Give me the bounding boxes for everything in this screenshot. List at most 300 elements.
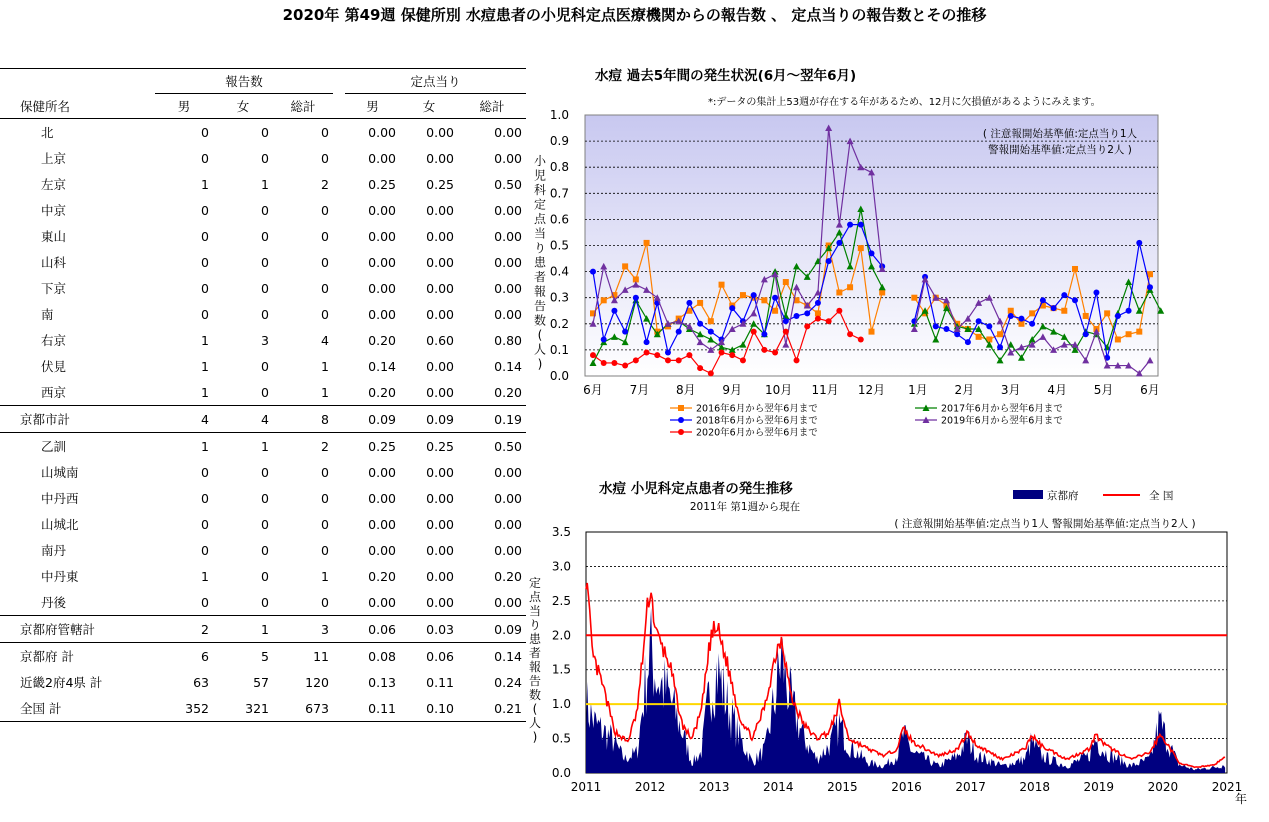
row-name: 南 xyxy=(41,307,54,322)
chart2-xtick-label: 2019 xyxy=(1083,780,1115,794)
header-col: 総計 xyxy=(273,94,333,119)
data-point xyxy=(633,357,639,363)
header-col: 総計 xyxy=(458,94,526,119)
cell-count: 0 xyxy=(261,306,269,322)
data-point xyxy=(1018,316,1024,322)
chart1-ytick-label: 0.9 xyxy=(549,134,569,149)
data-point xyxy=(697,321,703,327)
cell-gap xyxy=(333,301,345,327)
table-row xyxy=(0,171,526,197)
cell-rate: 0.00 xyxy=(426,358,454,374)
cell-gap xyxy=(333,537,345,563)
data-point xyxy=(761,347,767,353)
data-point xyxy=(1061,308,1067,314)
chart2-ytick-label: 0.0 xyxy=(551,766,571,780)
data-point xyxy=(761,331,767,337)
chart-trend xyxy=(515,475,1255,820)
data-point xyxy=(1136,329,1142,335)
chart1-xtick-label: 2月 xyxy=(954,383,975,397)
chart2-ytick-label: 1.0 xyxy=(551,697,571,712)
cell-count: 0 xyxy=(201,202,209,218)
table-body xyxy=(0,119,526,722)
cell-rate: 0.00 xyxy=(368,542,396,558)
data-point xyxy=(1083,313,1089,319)
cell-gap xyxy=(333,171,345,197)
data-point xyxy=(794,313,800,319)
cell-rate: 0.20 xyxy=(368,332,396,348)
cell-gap xyxy=(333,275,345,301)
chart1-ytick-label: 0.2 xyxy=(549,316,569,331)
legend-label: 2019年6月から翌年6月まで xyxy=(941,415,1063,427)
cell-rate: 0.11 xyxy=(426,674,454,690)
cell-rate: 0.00 xyxy=(494,542,522,558)
data-point xyxy=(719,350,725,356)
cell-count: 0 xyxy=(201,254,209,270)
data-point xyxy=(858,245,864,251)
cell-count: 1 xyxy=(155,379,213,406)
chart2-ylabel-char: り xyxy=(528,618,542,632)
chart1-xtick-label: 6月 xyxy=(1140,383,1160,397)
data-point xyxy=(644,339,650,345)
table-row xyxy=(0,249,526,275)
chart1-ylabel-char: 小 xyxy=(533,154,547,168)
cell-rate: 0.20 xyxy=(368,568,396,584)
legend-label: 京都府 xyxy=(1047,490,1079,502)
data-point xyxy=(729,305,735,311)
table-row xyxy=(0,589,526,616)
cell-rate: 0.00 xyxy=(494,280,522,296)
data-point xyxy=(847,284,853,290)
cell-rate: 0.00 xyxy=(426,542,454,558)
page-title: 2020年 第49週 保健所別 水痘患者の小児科定点医療機関からの報告数 、 定点当りの報告数とその推移 xyxy=(282,6,987,24)
data-point xyxy=(708,370,714,376)
cell-gap xyxy=(333,643,345,670)
cell-count: 1 xyxy=(321,358,329,374)
cell-rate: 0.08 xyxy=(368,648,396,664)
data-point xyxy=(601,336,607,342)
data-point xyxy=(783,279,789,285)
cell-rate: 0.25 xyxy=(426,438,454,454)
chart2-subtitle: 2011年 第1週から現在 xyxy=(689,501,801,513)
cell-rate: 0.24 xyxy=(494,674,522,690)
data-point xyxy=(954,331,960,337)
chart1-xtick-label: 7月 xyxy=(629,383,650,397)
data-point xyxy=(611,360,617,366)
cell-gap xyxy=(333,433,345,460)
data-point xyxy=(911,295,917,301)
chart2-xtick-label: 2015 xyxy=(827,780,858,794)
data-point xyxy=(729,352,735,358)
table-row xyxy=(0,223,526,249)
table-row xyxy=(0,459,526,485)
data-point xyxy=(772,295,778,301)
cell-count: 1 xyxy=(261,176,269,192)
header-gap xyxy=(333,94,345,119)
cell-count: 63 xyxy=(193,674,209,690)
data-point xyxy=(1018,321,1024,327)
chart1-ylabel-char: 数 xyxy=(533,313,547,328)
cell-count: 1 xyxy=(261,438,269,454)
cell-count: 0 xyxy=(261,542,269,558)
cell-count: 0 xyxy=(261,254,269,270)
chart2-xtick-label: 2016 xyxy=(891,780,922,794)
data-point xyxy=(1104,310,1110,316)
cell-gap xyxy=(333,197,345,223)
data-point xyxy=(611,308,617,314)
cell-count: 0 xyxy=(201,280,209,296)
data-point xyxy=(1008,313,1014,319)
data-point xyxy=(815,310,821,316)
cell-count: 2 xyxy=(155,616,213,643)
cell-rate: 0.20 xyxy=(345,379,400,406)
chart2-ylabel-char: 点 xyxy=(528,590,542,604)
cell-rate: 0.00 xyxy=(368,490,396,506)
chart1-ylabel-char: ( xyxy=(537,328,543,342)
cell-count: 321 xyxy=(213,695,273,722)
data-point xyxy=(858,222,864,228)
cell-rate: 0.00 xyxy=(426,254,454,270)
cell-gap xyxy=(333,511,345,537)
chart1-ylabel xyxy=(534,154,547,371)
chart1-xtick-label: 11月 xyxy=(811,383,839,397)
data-point xyxy=(826,258,832,264)
data-point xyxy=(622,329,628,335)
chart1-ytick-label: 0.3 xyxy=(549,290,569,305)
table-row xyxy=(0,145,526,171)
data-point xyxy=(794,357,800,363)
cell-gap xyxy=(333,223,345,249)
cell-rate: 0.00 xyxy=(494,150,522,166)
header-col: 男 xyxy=(155,94,213,119)
data-point xyxy=(836,289,842,295)
cell-gap xyxy=(333,695,345,722)
cell-rate: 0.00 xyxy=(426,228,454,244)
data-point xyxy=(1126,331,1132,337)
data-point xyxy=(622,263,628,269)
data-point xyxy=(815,300,821,306)
row-name: 右京 xyxy=(41,333,67,348)
chart2-ylabel-char: 告 xyxy=(528,674,542,688)
cell-gap xyxy=(333,353,345,379)
cell-gap xyxy=(333,485,345,511)
cell-count: 5 xyxy=(261,648,269,664)
chart1-ylabel-char: ) xyxy=(537,357,543,371)
cell-count: 0 xyxy=(201,464,209,480)
header-name: 保健所名 xyxy=(0,94,155,119)
data-point xyxy=(815,316,821,322)
data-point xyxy=(772,350,778,356)
table-row xyxy=(0,511,526,537)
table-row xyxy=(0,379,526,406)
cell-count: 0 xyxy=(201,124,209,140)
data-point xyxy=(1083,331,1089,337)
legend-label: 全 国 xyxy=(1149,490,1174,502)
cell-rate: 0.00 xyxy=(494,490,522,506)
cell-count: 4 xyxy=(155,406,213,433)
cell-count: 0 xyxy=(213,589,273,616)
data-point xyxy=(783,329,789,335)
data-point xyxy=(686,352,692,358)
data-point xyxy=(836,240,842,246)
cell-gap xyxy=(333,327,345,353)
data-point xyxy=(783,318,789,324)
chart1-legend-item xyxy=(670,427,818,439)
row-name: 京都府 計 xyxy=(20,649,74,664)
chart2-ytick-label: 2.5 xyxy=(551,593,571,608)
data-point xyxy=(633,295,639,301)
data-point xyxy=(1061,292,1067,298)
data-point xyxy=(644,240,650,246)
chart1-xtick-label: 5月 xyxy=(1093,383,1114,397)
cell-rate: 0.00 xyxy=(426,464,454,480)
data-point xyxy=(1115,336,1121,342)
cell-count: 6 xyxy=(201,648,209,664)
cell-rate: 0.00 xyxy=(368,516,396,532)
cell-rate: 0.00 xyxy=(400,379,458,406)
cell-rate: 0.60 xyxy=(426,332,454,348)
cell-gap xyxy=(333,459,345,485)
table-row xyxy=(0,485,526,511)
cell-rate: 0.10 xyxy=(400,695,458,722)
row-name: 東山 xyxy=(41,229,67,244)
data-point xyxy=(761,297,767,303)
chart1-legend-item xyxy=(670,415,818,427)
cell-rate: 0.09 xyxy=(400,406,458,433)
data-point xyxy=(644,350,650,356)
cell-rate: 0.00 xyxy=(494,254,522,270)
chart1-ylabel-char: 科 xyxy=(533,183,547,197)
table-row xyxy=(0,197,526,223)
row-name: 伏見 xyxy=(41,359,67,374)
cell-count: 4 xyxy=(321,332,329,348)
chart1-ylabel-char: り xyxy=(533,241,547,255)
cell-count: 0 xyxy=(261,358,269,374)
cell-rate: 0.00 xyxy=(426,202,454,218)
cell-count: 0 xyxy=(321,542,329,558)
row-name: 山城南 xyxy=(41,465,79,480)
cell-count: 1 xyxy=(201,438,209,454)
chart1-title: 水痘 過去5年間の発生状況(6月～翌年6月) xyxy=(595,68,857,84)
chart1-ylabel-char: 者 xyxy=(533,270,547,284)
cell-rate: 0.21 xyxy=(458,695,526,722)
chart-5year xyxy=(530,62,1160,452)
row-name: 上京 xyxy=(41,151,67,166)
chart1-xtick-label: 6月 xyxy=(583,383,603,397)
table-row xyxy=(0,327,526,353)
legend-marker xyxy=(678,417,684,423)
cell-rate: 0.00 xyxy=(400,589,458,616)
data-point xyxy=(708,329,714,335)
cell-count: 0 xyxy=(261,202,269,218)
cell-rate: 0.00 xyxy=(458,589,526,616)
table-row xyxy=(0,433,526,460)
chart1-xtick-label: 9月 xyxy=(722,383,743,397)
table-header-blank xyxy=(0,69,155,94)
row-name: 南丹 xyxy=(41,543,67,558)
cell-gap xyxy=(333,563,345,589)
cell-count: 3 xyxy=(261,332,269,348)
cell-rate: 0.25 xyxy=(368,438,396,454)
data-point xyxy=(719,282,725,288)
data-point xyxy=(858,336,864,342)
data-point xyxy=(1029,310,1035,316)
chart2-ylabel-char: 定 xyxy=(528,576,542,590)
cell-count: 0 xyxy=(201,490,209,506)
data-point xyxy=(847,222,853,228)
cell-rate: 0.06 xyxy=(345,616,400,643)
cell-count: 0 xyxy=(321,464,329,480)
cell-rate: 0.00 xyxy=(368,202,396,218)
cell-rate: 0.00 xyxy=(426,306,454,322)
chart1-ytick-label: 0.8 xyxy=(549,160,569,175)
cell-rate: 0.00 xyxy=(368,464,396,480)
chart2-ylabel-char: 人 xyxy=(528,716,542,730)
chart2-title: 水痘 小児科定点患者の発生推移 xyxy=(599,481,793,497)
cell-rate: 0.00 xyxy=(368,306,396,322)
chart1-ytick-label: 0.1 xyxy=(549,342,569,357)
cell-count: 3 xyxy=(273,616,333,643)
cell-count: 0 xyxy=(261,568,269,584)
data-point xyxy=(965,339,971,345)
chart2-xlabel: 年 xyxy=(1234,792,1248,806)
cell-gap xyxy=(333,119,345,146)
data-point xyxy=(869,250,875,256)
chart2-ylabel-char: 報 xyxy=(528,660,542,674)
cell-rate: 0.11 xyxy=(345,695,400,722)
table-row xyxy=(0,275,526,301)
cell-count: 0 xyxy=(261,490,269,506)
chart1-ylabel-char: 当 xyxy=(533,226,547,241)
cell-gap xyxy=(333,616,345,643)
cell-rate: 0.00 xyxy=(494,464,522,480)
cell-count: 1 xyxy=(201,568,209,584)
chart2-ylabel-char: 当 xyxy=(528,604,542,618)
table-row xyxy=(0,695,526,722)
cell-rate: 0.14 xyxy=(368,358,396,374)
chart1-xtick-label: 8月 xyxy=(676,383,696,397)
cell-rate: 0.00 xyxy=(426,568,454,584)
legend-label: 2018年6月から翌年6月まで xyxy=(696,415,818,427)
chart2-xtick-label: 2021 xyxy=(1211,780,1243,794)
cell-count: 4 xyxy=(213,406,273,433)
row-name: 中丹東 xyxy=(41,569,79,584)
data-point xyxy=(976,334,982,340)
chart1-ylabel-char: 定 xyxy=(533,197,547,212)
cell-rate: 0.00 xyxy=(494,306,522,322)
legend-label: 2017年6月から翌年6月まで xyxy=(941,403,1063,415)
cell-rate: 0.00 xyxy=(345,589,400,616)
data-point xyxy=(1051,305,1057,311)
cell-gap xyxy=(333,249,345,275)
cell-count: 0 xyxy=(261,228,269,244)
data-point xyxy=(1136,240,1142,246)
cell-rate: 0.06 xyxy=(426,648,454,664)
cell-gap xyxy=(333,406,345,433)
data-point xyxy=(665,350,671,356)
chart1-ylabel-char: 人 xyxy=(533,342,547,357)
cell-rate: 0.14 xyxy=(494,648,522,664)
data-point xyxy=(879,289,885,295)
table-row xyxy=(0,537,526,563)
chart2-xtick-label: 2012 xyxy=(634,780,666,794)
chart1-xtick-label: 1月 xyxy=(908,383,928,397)
chart2-ytick-label: 1.5 xyxy=(551,662,571,677)
header-col: 女 xyxy=(400,94,458,119)
cell-count: 0 xyxy=(273,589,333,616)
table-row xyxy=(0,563,526,589)
data-point xyxy=(601,297,607,303)
cell-rate: 0.20 xyxy=(494,568,522,584)
row-name: 西京 xyxy=(0,379,155,406)
chart1-ylabel-char: 点 xyxy=(533,212,547,226)
data-point xyxy=(686,300,692,306)
row-name: 左京 xyxy=(41,177,67,192)
cell-rate: 0.25 xyxy=(426,176,454,192)
cell-count: 0 xyxy=(155,589,213,616)
cell-count: 1 xyxy=(201,176,209,192)
chart1-xtick-label: 3月 xyxy=(1000,383,1021,397)
header-rate-group: 定点当り xyxy=(345,69,526,94)
chart2-ylabel-char: ( xyxy=(532,702,538,716)
header-reports-group: 報告数 xyxy=(155,69,333,94)
cell-rate: 0.19 xyxy=(458,406,526,433)
cell-count: 0 xyxy=(321,306,329,322)
row-name: 近畿2府4県 計 xyxy=(20,675,103,690)
cell-rate: 0.50 xyxy=(494,438,522,454)
chart2-xtick-label: 2017 xyxy=(955,780,986,794)
data-point xyxy=(836,308,842,314)
cell-count: 0 xyxy=(213,379,273,406)
row-name: 京都市計 xyxy=(0,406,155,433)
cell-count: 1 xyxy=(273,379,333,406)
legend-label: 2020年6月から翌年6月まで xyxy=(696,427,818,439)
chart1-ylabel-char: 告 xyxy=(533,299,547,313)
table-row xyxy=(0,616,526,643)
table-row xyxy=(0,669,526,695)
cell-rate: 0.00 xyxy=(494,228,522,244)
data-point xyxy=(740,357,746,363)
cell-rate: 0.50 xyxy=(494,176,522,192)
data-point xyxy=(976,318,982,324)
chart2-xtick-label: 2018 xyxy=(1019,780,1050,794)
data-point xyxy=(654,352,660,358)
cell-rate: 0.09 xyxy=(458,616,526,643)
chart1-ylabel-char: 児 xyxy=(533,168,547,183)
cell-count: 57 xyxy=(253,674,269,690)
cell-count: 0 xyxy=(321,150,329,166)
data-point xyxy=(1072,266,1078,272)
cell-count: 1 xyxy=(201,332,209,348)
cell-count: 0 xyxy=(321,254,329,270)
cell-count: 673 xyxy=(273,695,333,722)
cell-count: 0 xyxy=(201,150,209,166)
chart1-threshold-note: ( 注意報開始基準値:定点当り1人 xyxy=(982,128,1138,140)
cell-rate: 0.09 xyxy=(345,406,400,433)
table-row xyxy=(0,643,526,670)
cell-rate: 0.00 xyxy=(368,254,396,270)
chart1-threshold-note: 警報開始基準値:定点当り2人 ) xyxy=(988,144,1132,156)
row-name: 中京 xyxy=(41,203,67,218)
row-name: 乙訓 xyxy=(41,439,67,454)
cell-count: 8 xyxy=(273,406,333,433)
cell-rate: 0.00 xyxy=(494,516,522,532)
chart2-ytick-label: 0.5 xyxy=(551,731,571,746)
cell-count: 0 xyxy=(321,490,329,506)
chart2-xtick-label: 2011 xyxy=(570,780,602,794)
chart1-xtick-label: 10月 xyxy=(765,383,793,397)
chart1-ylabel-char: 患 xyxy=(533,255,547,270)
chart2-xtick-label: 2020 xyxy=(1147,780,1179,794)
